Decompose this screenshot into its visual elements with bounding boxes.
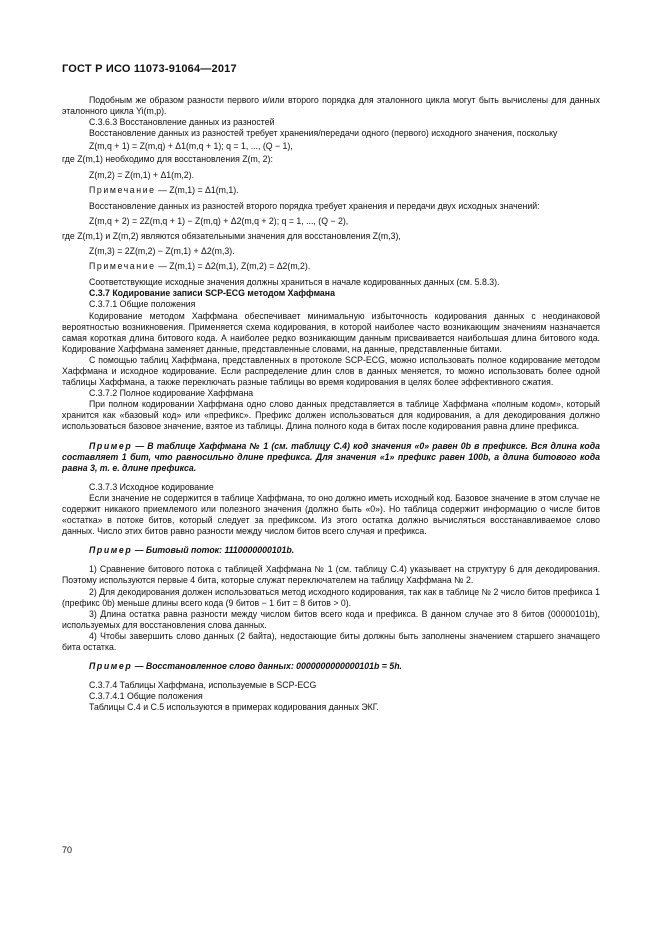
example <box>62 441 600 474</box>
example <box>62 545 600 556</box>
example-label: Пример <box>89 545 133 556</box>
paragraph: где Z(m,1) и Z(m,2) являются обязательными значения для восстановления Z(m,3), <box>62 230 401 241</box>
page-number: 70 <box>62 845 73 855</box>
paragraph: С помощью таблиц Хаффмана, представленных в протоколе SCP-ECG, можно использовать полное кодирование методом Хаффмана и исходное кодирование. Если распределение длин слов в данных меняется, то можно использовать более одной таблицы Хаффмана, а также переключать разные таблицы во время кодирования в целях более эффективного сжатия. <box>62 354 600 388</box>
example-label: Пример <box>89 661 133 672</box>
note-label: Примечание <box>89 261 156 272</box>
section-heading: С.3.7.3 Исходное кодирование <box>89 481 214 492</box>
example-text: — В таблице Хаффмана № 1 (см. таблицу С.4) код значения «0» равен 0b в префиксе. Вся длина кода составляет 1 бит, что равносильно длине префикса. Для значения «1» префикс равен 100b, а длина битового кода равна 3, т. е. длине префикса. <box>62 440 600 473</box>
paragraph: При полном кодировании Хаффмана одно слово данных представляется в таблице Хаффмана «полным кодом», который хранится как «базовый код» или «префикс». Префикс должен использоваться для кодирования, а для декодирования должно использоваться базовое значение, взятое из таблицы. Длина полного кода в битах после кодирования равна длине префикса. <box>62 399 600 432</box>
section-heading: С.3.7.1 Общие положения <box>89 299 196 310</box>
paragraph: 2) Для декодирования должен использоваться метод исходного кодирования, так как в таблице № 2 число битов префикса 1 (префикс 0b) меньше длины всего кода (9 битов − 1 бит = 8 битов > 0). <box>62 586 600 608</box>
section-heading: С.3.6.3 Восстановление данных из разностей <box>89 117 275 128</box>
note-label: Примечание <box>89 184 156 195</box>
section-heading: С.3.7.4.1 Общие положения <box>89 691 203 702</box>
note-text: — Z(m,1) = Δ1(m,1). <box>155 184 239 195</box>
example <box>62 661 600 672</box>
section-heading: С.3.7.4 Таблицы Хаффмана, используемые в SCP-ECG <box>89 680 317 691</box>
paragraph: Кодирование методом Хаффмана обеспечивает минимальную избыточность кодирования данных с неодинаковой вероятностью возникновения. Применяется схема кодирования, в которой наиболее часто возникающим значениям назначается самая короткая длина битового кода. А наиболее редко возникающим данным присваивается наибольшая длина битового кода. Кодирование Хаффмана заменяет данные, представленные словами, на данные, представленные битами. <box>62 310 600 354</box>
formula: Z(m,2) = Z(m,1) + Δ1(m,2). <box>89 169 195 180</box>
example-text: — Восстановленное слово данных: 0000000000000101b = 5h. <box>132 661 402 672</box>
section-heading: С.3.7 Кодирование записи SCP-ECG методом Хаффмана <box>89 288 335 299</box>
example-text: — Битовый поток: 1110000000101b. <box>132 545 295 556</box>
paragraph: 1) Сравнение битового потока с таблицей Хаффмана № 1 (см. таблицу С.4) указывает на структуру 6 для декодирования. Поэтому используются первые 4 бита, которые служат переключателем на таблицу Хаффмана № 2. <box>62 564 600 586</box>
note-text: — Z(m,1) = Δ2(m,1), Z(m,2) = Δ2(m,2). <box>155 261 311 272</box>
paragraph: Восстановление данных из разностей требует хранения/передачи одного (первого) исходного значения, поскольку <box>89 128 558 139</box>
note <box>62 185 600 196</box>
formula: Z(m,q + 2) = 2Z(m,q + 1) − Z(m,q) + Δ2(m,q + 2); q = 1, ..., (Q − 2), <box>89 215 349 226</box>
document-header: ГОСТ Р ИСО 11073-91064—2017 <box>62 63 237 75</box>
paragraph: Если значение не содержится в таблице Хаффмана, то оно должно иметь исходный код. Базовое значение в этом случае не содержит никакого приемлемого или полезного значения (должно быть «0»). Но таблица содержит информацию о числе битов «остатка» в потоке битов, который следует за префиксом. Из этого остатка должно вычисляться восстанавливаемое слово данных. Число этих битов равно разности между числом битов всего случая и префикса. <box>62 492 600 537</box>
paragraph: Восстановление данных из разностей второго порядка требует хранения и передачи двух исходных значений: <box>89 200 540 211</box>
paragraph: Соответствующие исходные значения должны храниться в начале кодированных данных (см. 5.8.3). <box>89 277 500 288</box>
paragraph: Подобным же образом разности первого и/или второго порядка для эталонного цикла могут быть вычислены для данных эталонного цикла Yi(m,p). <box>62 95 600 117</box>
example-label: Пример <box>89 440 133 451</box>
section-heading: С.3.7.2 Полное кодирование Хаффмана <box>89 388 254 399</box>
note <box>62 261 600 272</box>
document-body <box>62 95 600 714</box>
paragraph: 3) Длина остатка равна разности между числом битов всего кода и префикса. В данном случае это 8 битов (00000101b), используемых для восстановления слова данных. <box>62 608 600 630</box>
paragraph: 4) Чтобы завершить слово данных (2 байта), недостающие биты должны быть заполнены значением старшего значащего бита остатка. <box>62 630 600 653</box>
formula: Z(m,q + 1) = Z(m,q) + Δ1(m,q + 1); q = 1, ..., (Q − 1), <box>89 141 293 152</box>
paragraph: Таблицы С.4 и С.5 используются в примерах кодирования данных ЭКГ. <box>89 702 379 713</box>
formula: Z(m,3) = 2Z(m,2) − Z(m,1) + Δ2(m,3). <box>89 246 235 257</box>
paragraph: где Z(m,1) необходимо для восстановления Z(m, 2): <box>62 154 273 165</box>
